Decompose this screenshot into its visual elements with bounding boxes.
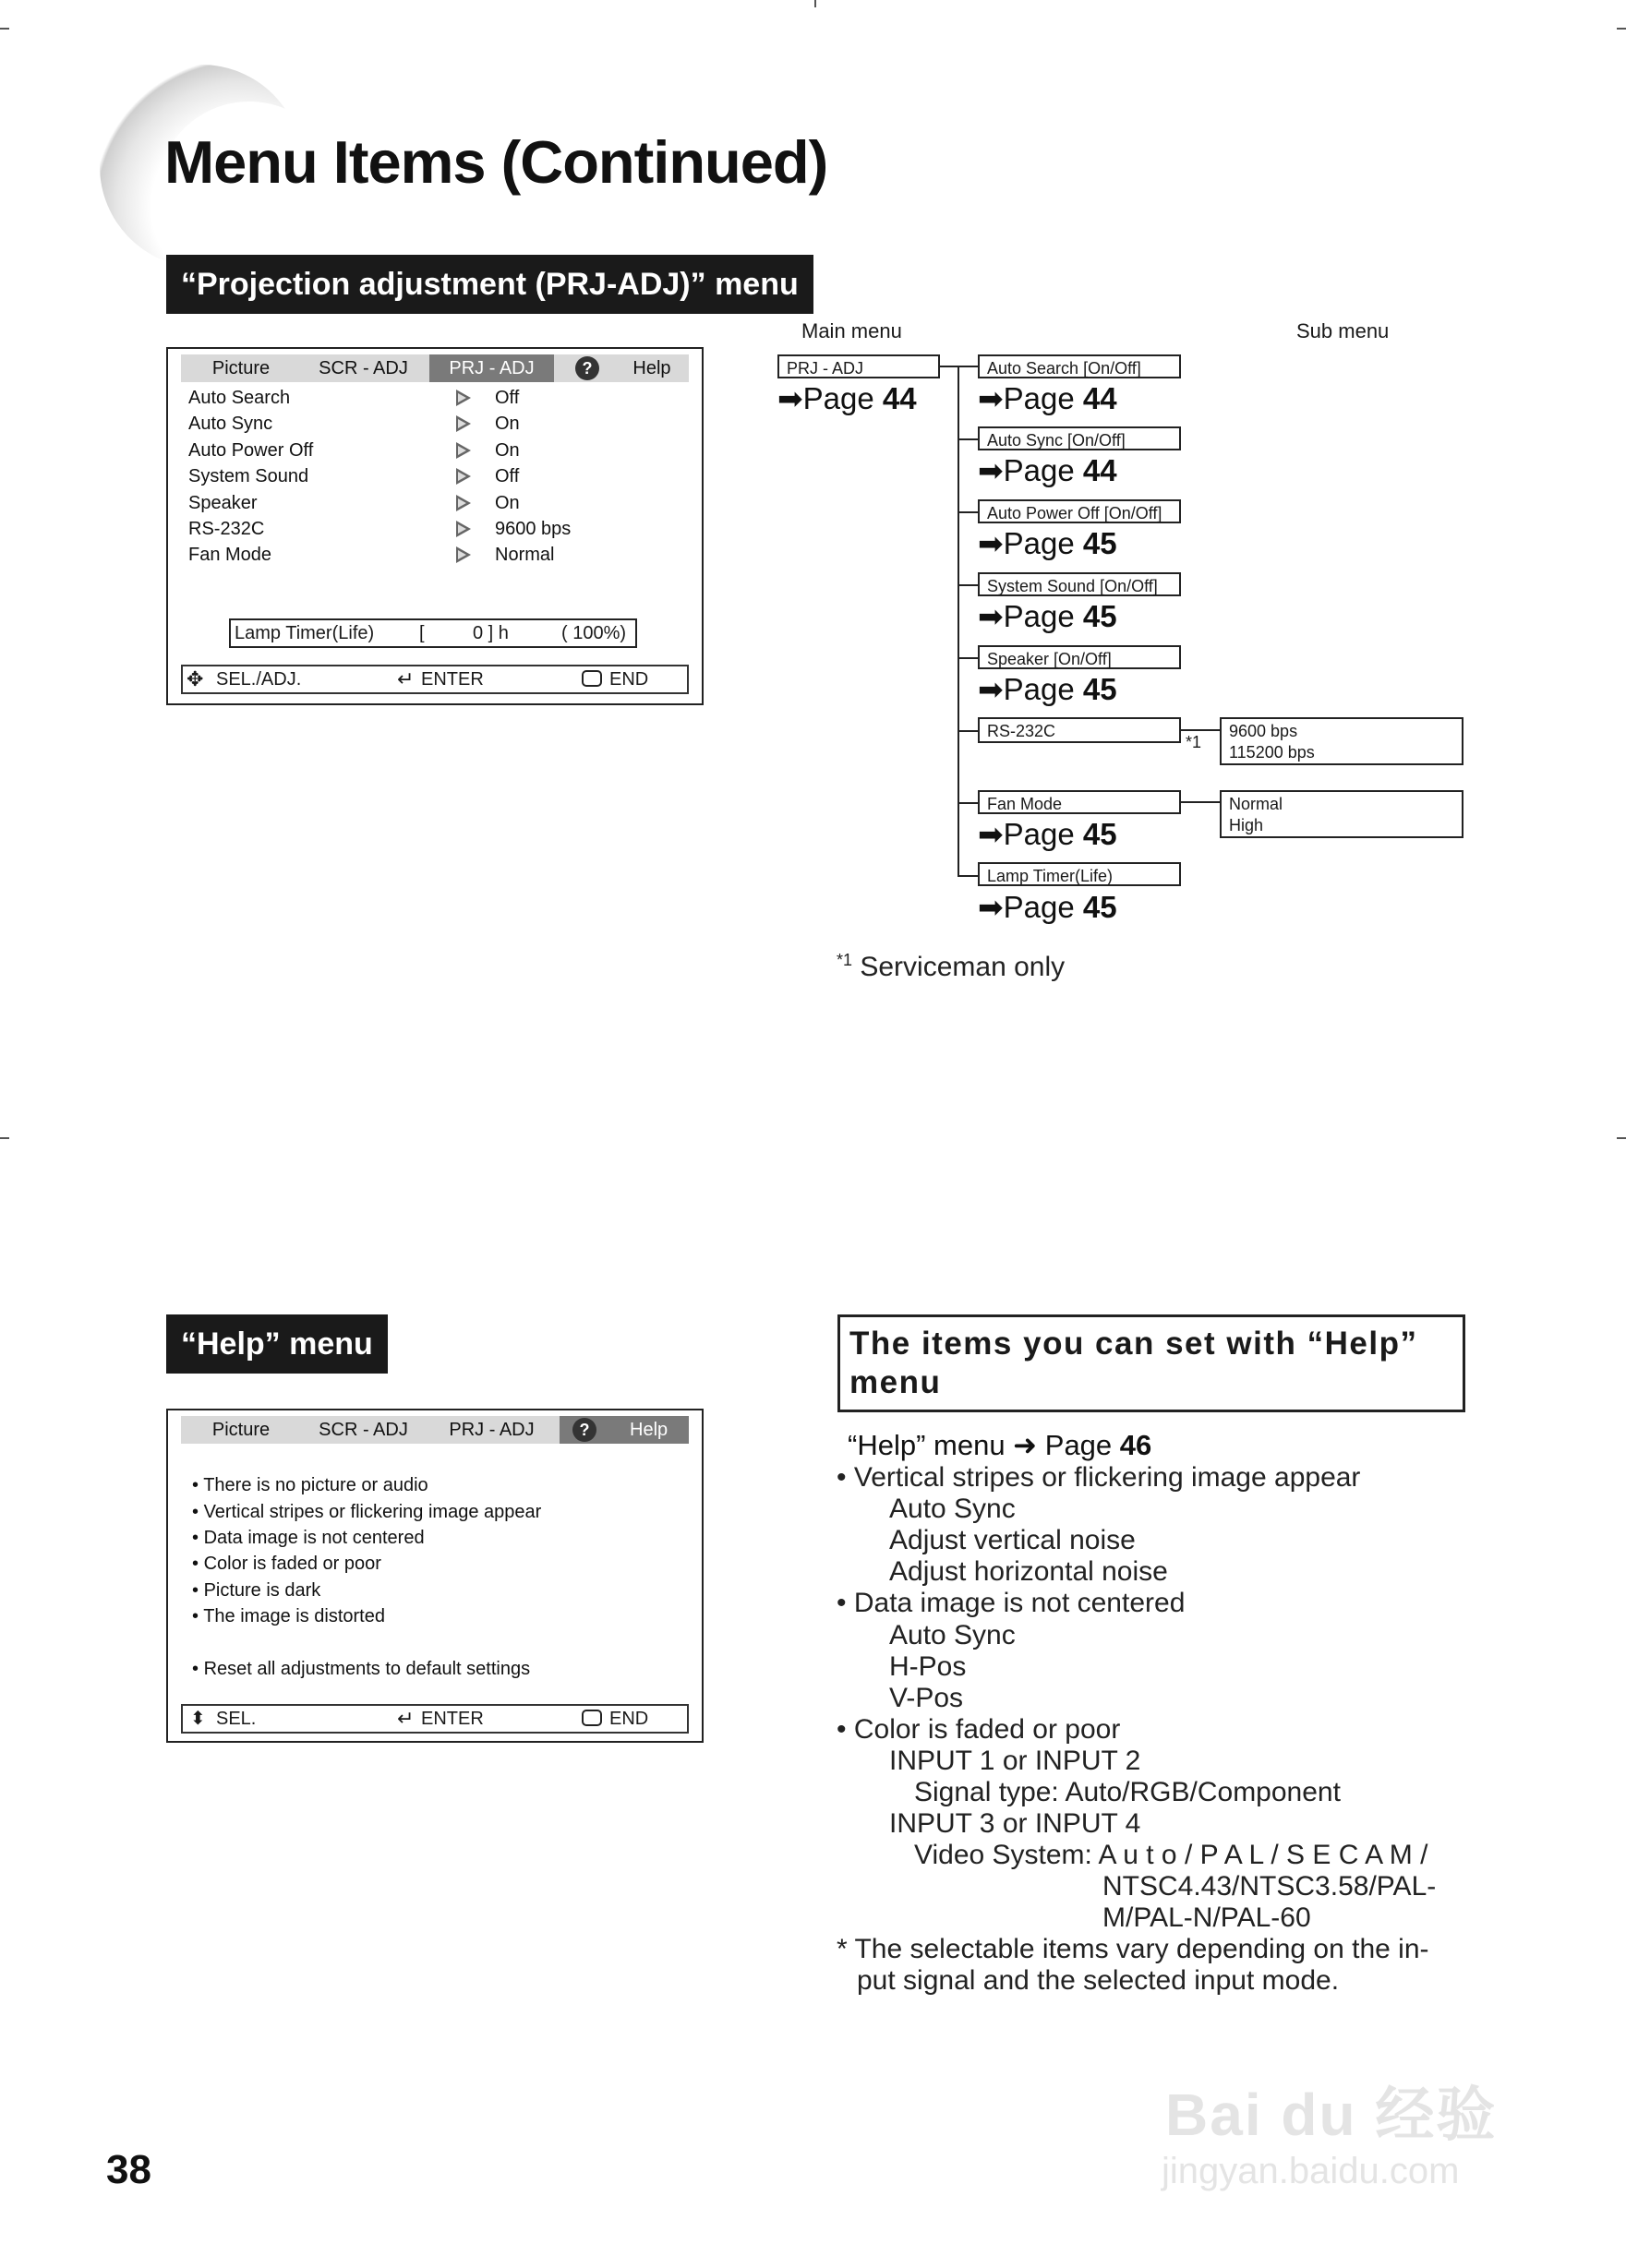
menu-item-label[interactable]: Fan Mode — [188, 545, 272, 565]
baidu-watermark-logo: Bai du 经验 — [1165, 2082, 1498, 2148]
prj-adj-osd — [166, 347, 704, 705]
menu-item-label[interactable]: Auto Sync — [188, 414, 273, 434]
tree-item-auto-search: Auto Search [On/Off] — [978, 354, 1181, 378]
page-number: 38 — [106, 2147, 151, 2192]
menu-item-value: Off — [495, 388, 520, 408]
option-high: High — [1229, 816, 1264, 834]
lamp-hours: 0 ] h — [473, 623, 509, 643]
footnote-serviceman: $^{*1}$ Serviceman only — [837, 951, 1066, 982]
crop-mark — [814, 0, 816, 7]
page-reference: ➡Page 44 — [978, 381, 1117, 415]
osd-footer — [181, 665, 689, 694]
help-items-box — [837, 1314, 1465, 1412]
osd-tab-bar — [181, 1416, 689, 1444]
sub-menu-label: Sub menu — [1296, 319, 1390, 342]
sub-item: H-Pos — [889, 1651, 967, 1682]
tab-prj-adj[interactable]: PRJ - ADJ — [429, 354, 554, 382]
fan-mode-options — [1220, 790, 1463, 838]
sub-item: Auto Sync — [889, 1620, 1016, 1650]
help-topic[interactable]: • Color is faded or poor — [192, 1554, 381, 1574]
lamp-timer-box — [229, 618, 637, 648]
arrow-right-icon — [456, 521, 471, 537]
sub-item: Auto Sync — [889, 1494, 1016, 1524]
help-osd — [166, 1409, 704, 1743]
page-reference: ➡Page 45 — [978, 890, 1117, 924]
bullet-vertical-stripes: • Vertical stripes or flickering image appear — [837, 1462, 1361, 1493]
osd-footer — [181, 1704, 689, 1734]
help-menu-heading: “Help” menu — [166, 1314, 388, 1374]
selectable-items-note: * The selectable items vary depending on the in- — [837, 1934, 1429, 1964]
crop-mark — [0, 1137, 9, 1139]
arrow-right-icon — [456, 468, 471, 485]
menu-item-label[interactable]: Auto Search — [188, 388, 291, 408]
osd-tab-bar — [181, 354, 689, 382]
menu-button-icon — [582, 1710, 602, 1726]
sel-hint: SEL. — [216, 1709, 257, 1729]
tree-item-auto-sync: Auto Sync [On/Off] — [978, 426, 1181, 450]
bullet-data-image: • Data image is not centered — [837, 1588, 1186, 1618]
tree-item-speaker: Speaker [On/Off] — [978, 645, 1181, 669]
tab-help[interactable]: Help — [632, 358, 671, 378]
tree-trunk — [958, 366, 959, 877]
menu-button-icon — [582, 670, 602, 687]
arrow-right-icon — [456, 546, 471, 563]
page-reference: ➡Page 44 — [978, 453, 1117, 487]
help-items-title: The items you can set with “Help” menu — [849, 1326, 1418, 1400]
arrow-right-icon — [456, 390, 471, 406]
tab-picture[interactable]: Picture — [211, 1420, 271, 1440]
lamp-percent: ( 100%) — [561, 623, 627, 643]
menu-item-value: On — [495, 440, 520, 461]
page-reference: ➡Page 45 — [978, 599, 1117, 633]
enter-icon: ↵ — [397, 667, 415, 690]
tab-scr-adj[interactable]: SCR - ADJ — [319, 358, 408, 378]
tab-help-label: Help — [630, 1420, 668, 1440]
end-hint: END — [609, 669, 649, 690]
menu-item-value: 9600 bps — [495, 519, 572, 539]
sub-item: M/PAL-N/PAL-60 — [1102, 1902, 1311, 1933]
menu-item-value: Normal — [495, 545, 555, 565]
help-topic[interactable]: • Data image is not centered — [192, 1528, 425, 1548]
arrow-right-icon — [456, 415, 471, 432]
arrow-right-icon — [456, 442, 471, 459]
reset-all-item[interactable]: • Reset all adjustments to default settings — [192, 1659, 531, 1679]
sub-item: INPUT 3 or INPUT 4 — [889, 1808, 1141, 1839]
menu-item-label[interactable]: Speaker — [188, 493, 258, 513]
help-topic[interactable]: • Vertical stripes or flickering image appear — [192, 1502, 542, 1522]
page-reference: ➡Page 45 — [978, 817, 1117, 851]
tab-picture[interactable]: Picture — [211, 358, 271, 378]
sub-item: Video System: A u t o / P A L / S E C A M / — [914, 1840, 1428, 1870]
rs232c-options — [1220, 717, 1463, 765]
tree-item-lamp-timer: Lamp Timer(Life) — [978, 862, 1181, 886]
lamp-timer-label: Lamp Timer(Life) — [235, 623, 375, 643]
tab-prj-adj[interactable]: PRJ - ADJ — [449, 1420, 535, 1440]
menu-item-value: Off — [495, 466, 520, 486]
arrow-right-icon — [456, 495, 471, 511]
enter-hint: ENTER — [421, 669, 484, 690]
help-topic[interactable]: • Picture is dark — [192, 1580, 321, 1601]
crop-mark — [0, 28, 9, 30]
menu-item-label[interactable]: RS-232C — [188, 519, 265, 539]
main-menu-label: Main menu — [801, 319, 902, 342]
move-arrows-icon: ✥ — [187, 667, 204, 690]
menu-item-label[interactable]: Auto Power Off — [188, 440, 314, 461]
baidu-watermark-url: jingyan.baidu.com — [1162, 2151, 1460, 2191]
help-page-ref: “Help” menu ➜ Page 46 — [848, 1429, 1152, 1461]
menu-item-value: On — [495, 414, 520, 434]
menu-item-value: On — [495, 493, 520, 513]
up-down-arrow-icon: ⬍ — [190, 1709, 206, 1729]
option-115200: 115200 bps — [1229, 743, 1315, 762]
enter-hint: ENTER — [421, 1709, 484, 1729]
option-9600: 9600 bps — [1229, 722, 1298, 740]
page-title: Menu Items (Continued) — [164, 128, 828, 196]
lamp-hours-bracket: [ — [419, 623, 425, 643]
page-reference: ➡Page 44 — [777, 381, 917, 415]
help-topic[interactable]: • There is no picture or audio — [192, 1475, 428, 1495]
crop-mark — [1617, 1137, 1626, 1139]
tree-item-rs232c: RS-232C — [978, 717, 1181, 743]
crop-mark — [1617, 28, 1626, 30]
page-reference: ➡Page 45 — [978, 672, 1117, 706]
menu-item-label[interactable]: System Sound — [188, 466, 309, 486]
help-question-icon: ? — [572, 1418, 596, 1442]
selectable-items-note-cont: put signal and the selected input mode. — [857, 1965, 1340, 1996]
page-reference: ➡Page 45 — [978, 526, 1117, 560]
enter-icon: ↵ — [397, 1707, 415, 1730]
sub-item: INPUT 1 or INPUT 2 — [889, 1746, 1141, 1776]
prj-adj-heading: “Projection adjustment (PRJ-ADJ)” menu — [166, 255, 813, 314]
serviceman-note-mark: *1 — [1186, 733, 1202, 751]
tab-scr-adj[interactable]: SCR - ADJ — [319, 1420, 408, 1440]
option-normal: Normal — [1229, 795, 1283, 813]
sub-item: V-Pos — [889, 1683, 964, 1713]
bullet-color-faded: • Color is faded or poor — [837, 1714, 1121, 1745]
tree-item-auto-power-off: Auto Power Off [On/Off] — [978, 499, 1181, 523]
sub-item: Adjust horizontal noise — [889, 1556, 1168, 1587]
sub-item: Signal type: Auto/RGB/Component — [914, 1777, 1341, 1807]
tree-root-prj-adj: PRJ - ADJ — [777, 354, 940, 378]
tree-item-fan-mode: Fan Mode — [978, 790, 1181, 814]
sub-item: NTSC4.43/NTSC3.58/PAL- — [1102, 1871, 1437, 1902]
end-hint: END — [609, 1709, 649, 1729]
tab-help[interactable] — [560, 1416, 689, 1444]
help-question-icon: ? — [575, 356, 599, 380]
sub-item: Adjust vertical noise — [889, 1525, 1136, 1555]
help-topic[interactable]: • The image is distorted — [192, 1606, 385, 1626]
sel-adj-hint: SEL./ADJ. — [216, 669, 302, 690]
tree-item-system-sound: System Sound [On/Off] — [978, 572, 1181, 596]
